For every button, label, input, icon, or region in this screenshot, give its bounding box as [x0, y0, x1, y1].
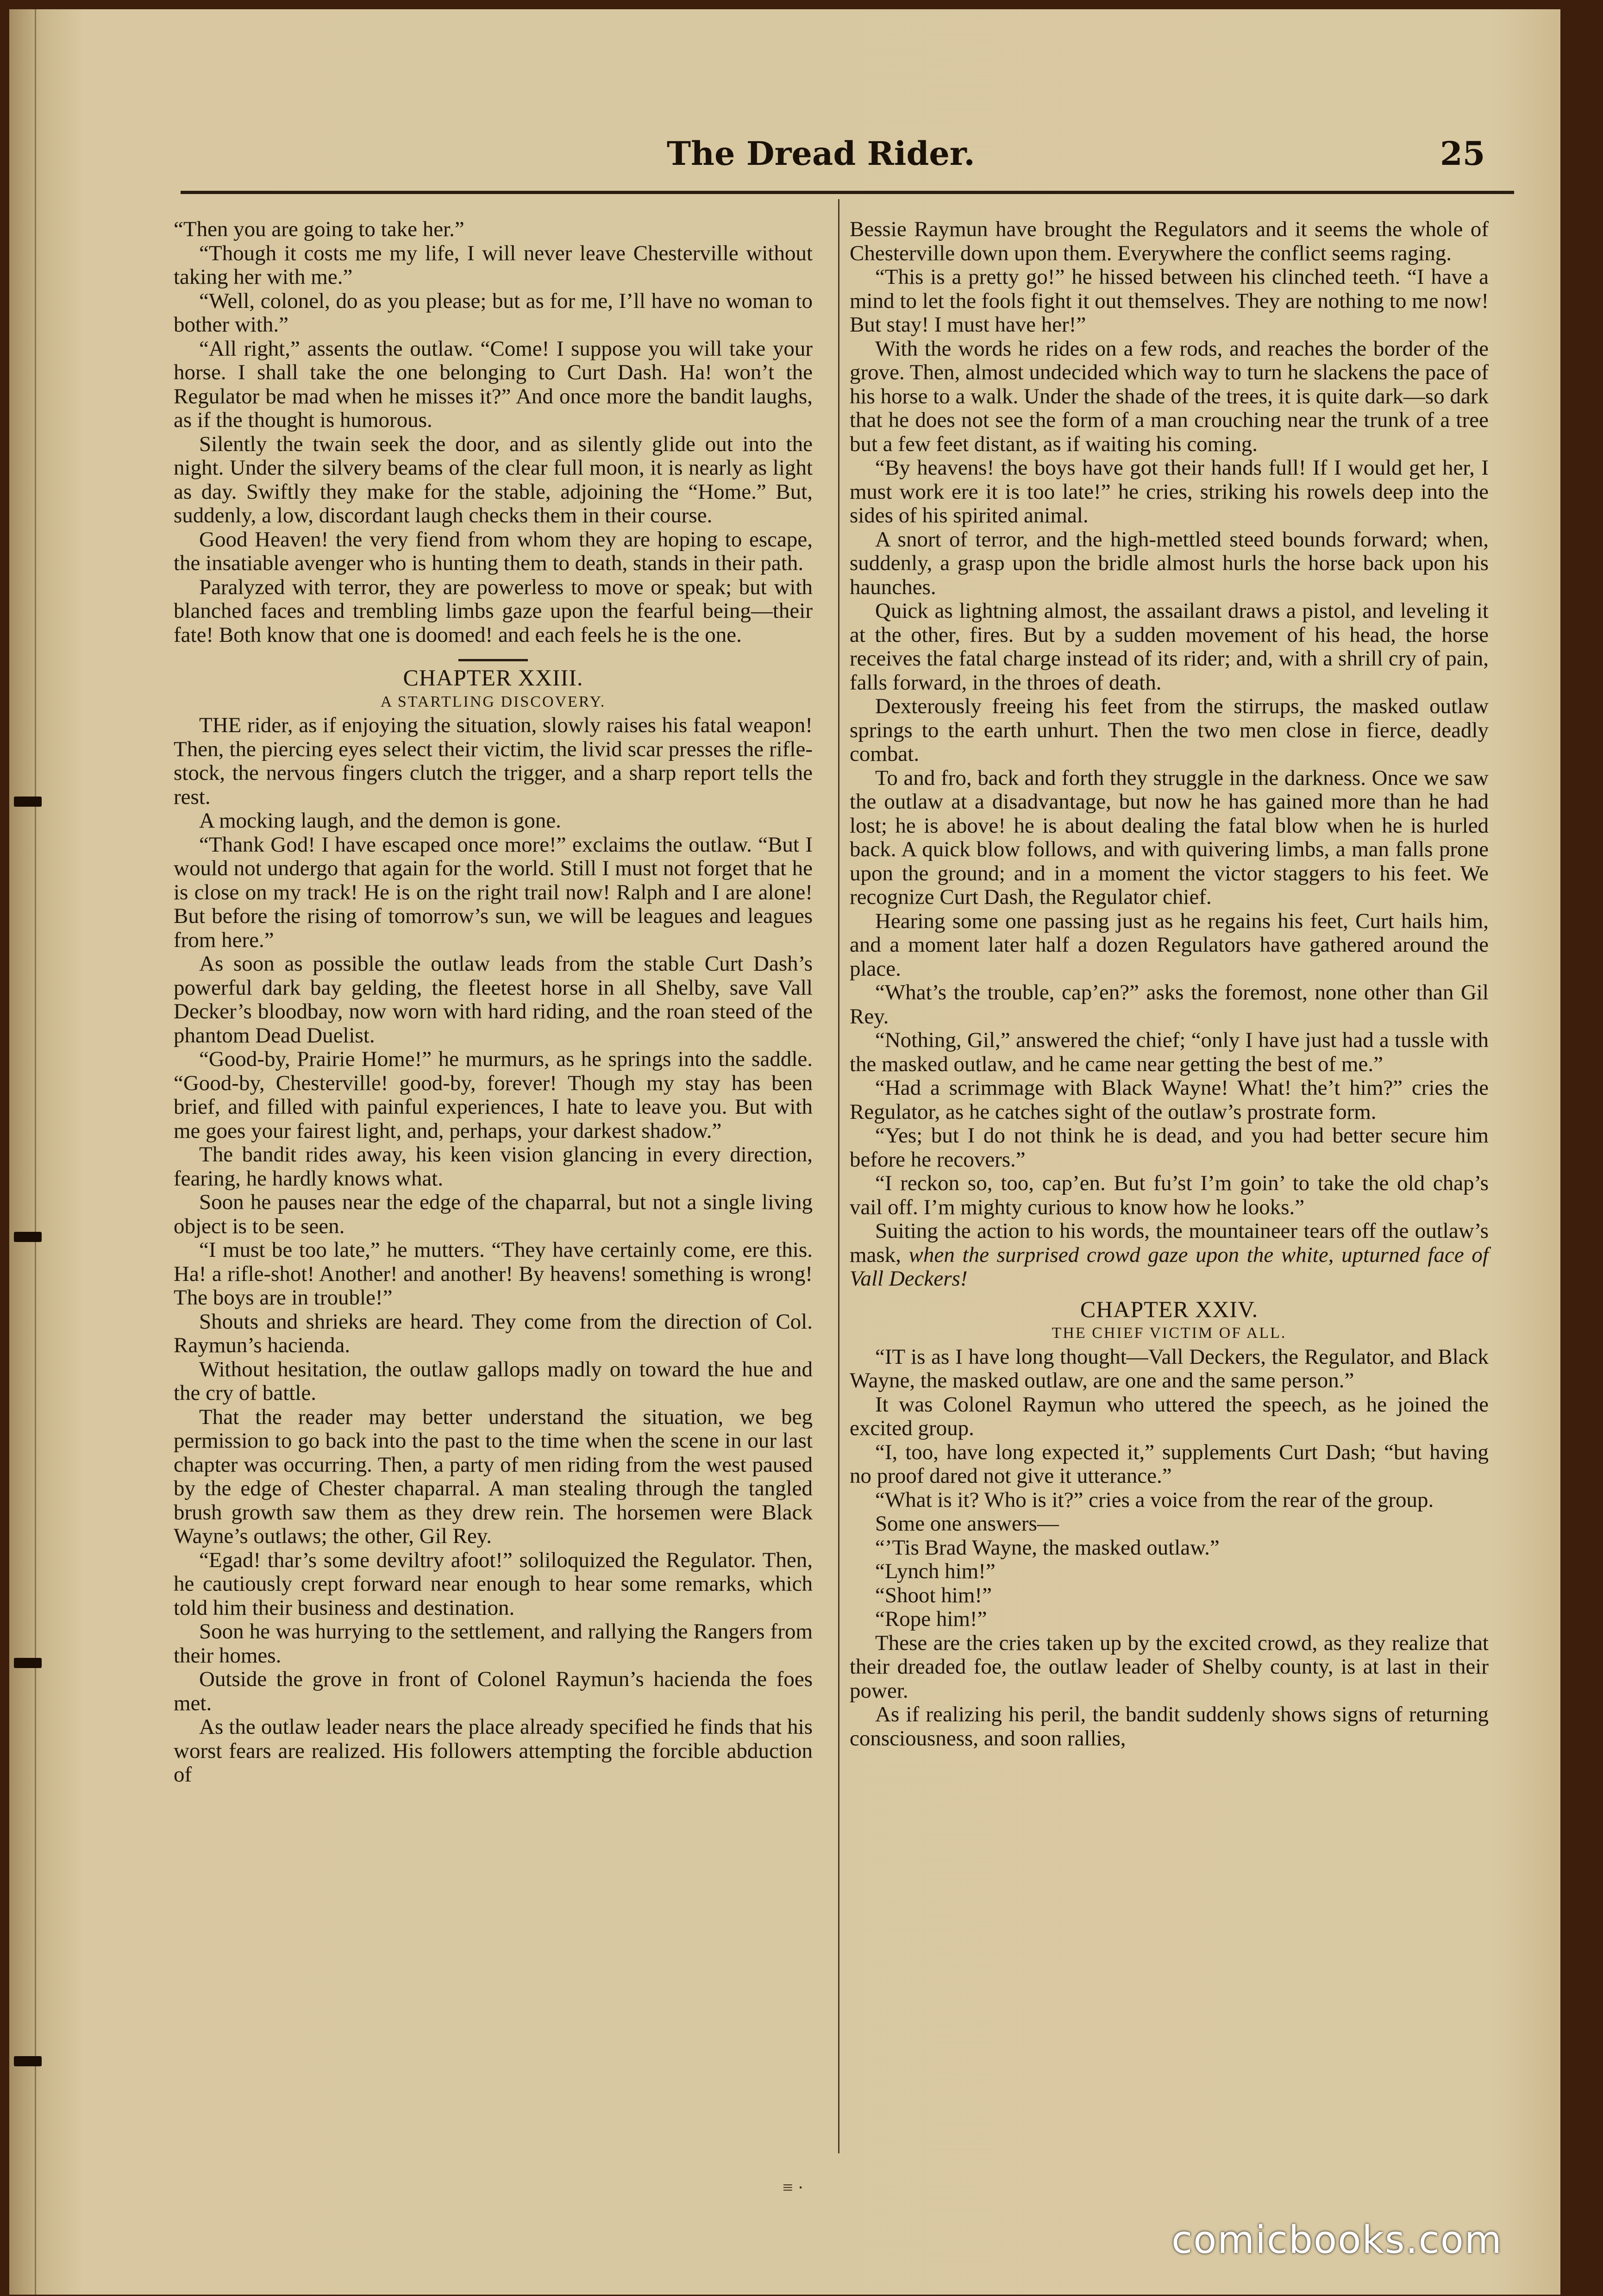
paragraph-text: Suiting the action to his words, the mountaineer tears off the outlaw’s mask,	[850, 1219, 1489, 1267]
paragraph: The bandit rides away, his keen vision glancing in every direction, fearing, he hardly knows what.	[174, 1142, 813, 1191]
left-column	[174, 218, 813, 1787]
paragraph: With the words he rides on a few rods, and reaches the border of the grove. Then, almost undecided which way to turn he slackens the pace of his horse to a walk. Under the shade of the trees, it is quite dark—so dark that he does not see the form of a man crouching near the trunk of a tree but a few feet distant, as if waiting his coming.	[850, 336, 1489, 456]
paragraph: That the reader may better understand the situation, we beg permission to go back into the past to the time when the scene in our last chapter was occurring. Then, a party of men riding from the west paused by the edge of Chester chaparral. A man stealing through the tangled brush growth saw them as they drew rein. The horsemen were Black Wayne’s outlaws; the other, Gil Rey.	[174, 1405, 813, 1548]
paragraph: “I must be too late,” he mutters. “They have certainly come, ere this. Ha! a rifle-shot! Another! and another! By heavens! something is wrong! The boys are in trouble!”	[174, 1238, 813, 1310]
paragraph: “Yes; but I do not think he is dead, and you had better secure him before he recovers.”	[850, 1123, 1489, 1172]
paragraph: Soon he was hurrying to the settlement, and rallying the Rangers from their homes.	[174, 1619, 813, 1668]
chapter-title: CHAPTER XXIV.	[1080, 1296, 1259, 1322]
paragraph: It was Colonel Raymun who uttered the speech, as he joined the excited group.	[850, 1392, 1489, 1440]
paragraph: “Then you are going to take her.”	[174, 217, 464, 241]
chapter-title: CHAPTER XXIII.	[403, 665, 583, 690]
printer-mark: ≡ ·	[783, 2177, 804, 2198]
binding-stitch	[14, 2056, 42, 2066]
right-column	[850, 218, 1489, 1750]
paragraph: Dexterously freeing his feet from the stirrups, the masked outlaw springs to the earth unhurt. Then the two men close in fierce, deadly combat.	[850, 694, 1489, 766]
page-number: 25	[1440, 134, 1485, 173]
paragraph: These are the cries taken up by the excited crowd, as they realize that their dreaded foe, the outlaw leader of Shelby county, is at last in their power.	[850, 1631, 1489, 1703]
paragraph: “Thank God! I have escaped once more!” exclaims the outlaw. “But I would not undergo that again for the world. Still I must not forget that he is close on my track! He is on the right trail now! Ralph and I are alone! But before the rising of tomorrow’s sun, we will be leagues and leagues from here.”	[174, 832, 813, 952]
paragraph: As the outlaw leader nears the place already specified he finds that his worst fears are realized. His followers attempting the forcible abduction of	[174, 1715, 813, 1787]
paragraph: Paralyzed with terror, they are powerless to move or speak; but with blanched faces and trembling limbs gaze upon the fearful being—their fate! Both know that one is doomed! and each feels he is the one.	[174, 575, 813, 647]
watermark-text: comicbooks.com	[1171, 2218, 1503, 2262]
header-rule	[181, 191, 1514, 194]
paragraph: “By heavens! the boys have got their hands full! If I would get her, I must work ere it is too late!” he cries, striking his rowels deep into the sides of his spirited animal.	[850, 456, 1489, 527]
binding-stitch	[14, 1658, 42, 1668]
binding-stitch	[14, 797, 42, 807]
book-page	[9, 9, 1560, 2295]
paragraph: “Nothing, Gil,” answered the chief; “only I have just had a tussle with the masked outlaw, and he came near getting the best of me.”	[850, 1028, 1489, 1076]
paragraph: Some one answers—	[875, 1512, 1059, 1536]
paragraph: “Well, colonel, do as you please; but as for me, I’ll have no woman to bother with.”	[174, 289, 813, 337]
paragraph: “What’s the trouble, cap’en?” asks the foremost, none other than Gil Rey.	[850, 980, 1489, 1029]
paragraph: “This is a pretty go!” he hissed between his clinched teeth. “I have a mind to let the fools fight it out themselves. They are nothing to me now! But stay! I must have her!”	[850, 265, 1489, 337]
paragraph: “’Tis Brad Wayne, the masked outlaw.”	[875, 1535, 1220, 1560]
italic-text: when the surprised crowd gaze upon the white, upturned face of Vall Deckers!	[850, 1242, 1489, 1291]
paragraph: “Good-by, Prairie Home!” he murmurs, as he springs into the saddle. “Good-by, Chesterville! good-by, forever! Though my stay has been brief, and filled with painful experiences, I hate to leave you. But with me goes your fairest light, and, perhaps, your darkest shadow.”	[174, 1047, 813, 1143]
paragraph: Silently the twain seek the door, and as silently glide out into the night. Under the silvery beams of the clear full moon, it is nearly as light as day. Swiftly they make for the stable, adjoining the “Home.” But, suddenly, a low, discordant laugh checks them in their course.	[174, 432, 813, 527]
paragraph: Hearing some one passing just as he regains his feet, Curt hails him, and a moment later half a dozen Regulators have gathered around the place.	[850, 909, 1489, 981]
paragraph: Soon he pauses near the edge of the chaparral, but not a single living object is to be seen.	[174, 1190, 813, 1238]
paragraph: To and fro, back and forth they struggle in the darkness. Once we saw the outlaw at a disadvantage, but now he has gained more than he had lost; he is above! he is about dealing the fatal blow when he is hurled back. A quick blow follows, and with quivering limbs, a man falls prone upon the ground; and in a moment the victor staggers to his feet. We recognize Curt Dash, the Regulator chief.	[850, 765, 1489, 909]
paragraph: “Had a scrimmage with Black Wayne! What! the’t him?” cries the Regulator, as he catches sight of the outlaw’s prostrate form.	[850, 1076, 1489, 1124]
chapter-subtitle: THE CHIEF VICTIM OF ALL.	[1052, 1324, 1287, 1342]
paragraph: “Egad! thar’s some deviltry afoot!” soliloquized the Regulator. Then, he cautiously crept forward near enough to hear some remarks, which told him their business and destination.	[174, 1548, 813, 1620]
paragraph: THE rider, as if enjoying the situation, slowly raises his fatal weapon! Then, the piercing eyes select their victim, the livid scar presses the rifle-stock, the nervous fingers clutch the trigger, and a sharp report tells the rest.	[174, 713, 813, 809]
paragraph: As soon as possible the outlaw leads from the stable Curt Dash’s powerful dark bay gelding, the fleetest horse in all Shelby, save Vall Decker’s bloodbay, now worn with hard riding, and the roan steed of the phantom Dead Duelist.	[174, 952, 813, 1048]
chapter-subtitle: A STARTLING DISCOVERY.	[380, 693, 606, 710]
paragraph: “Though it costs me my life, I will never leave Chesterville without taking her with me.”	[174, 241, 813, 289]
binding-stitch	[14, 1232, 42, 1242]
paragraph: A snort of terror, and the high-mettled steed bounds forward; when, suddenly, a grasp upon the bridle almost hurls the horse back upon his haunches.	[850, 527, 1489, 599]
paragraph: “Rope him!”	[875, 1607, 987, 1631]
column-divider	[838, 199, 839, 2153]
paragraph: Shouts and shrieks are heard. They come from the direction of Col. Raymun’s hacienda.	[174, 1309, 813, 1357]
paragraph	[850, 1219, 1489, 1291]
paragraph: A mocking laugh, and the demon is gone.	[199, 809, 561, 833]
paragraph: “IT is as I have long thought—Vall Deckers, the Regulator, and Black Wayne, the masked outlaw, are one and the same person.”	[850, 1344, 1489, 1393]
paragraph: Without hesitation, the outlaw gallops madly on toward the hue and the cry of battle.	[174, 1357, 813, 1405]
paragraph: Bessie Raymun have brought the Regulators and it seems the whole of Chesterville down upon them. Everywhere the conflict seems raging.	[850, 217, 1489, 265]
paragraph: “I reckon so, too, cap’en. But fu’st I’m goin’ to take the old chap’s vail off. I’m mighty curious to know how he looks.”	[850, 1171, 1489, 1219]
paragraph: As if realizing his peril, the bandit suddenly shows signs of returning consciousness, and soon rallies,	[850, 1702, 1489, 1750]
paragraph: “Shoot him!”	[875, 1583, 992, 1607]
section-rule	[458, 659, 528, 661]
running-header: The Dread Rider.	[667, 134, 975, 173]
paragraph: “I, too, have long expected it,” supplements Curt Dash; “but having no proof dared not give it utterance.”	[850, 1440, 1489, 1488]
gutter-line	[35, 9, 36, 2295]
paragraph: “What is it? Who is it?” cries a voice from the rear of the group.	[875, 1487, 1434, 1512]
paragraph: Good Heaven! the very fiend from whom they are hoping to escape, the insatiable avenger who is hunting them to death, stands in their path.	[174, 527, 813, 575]
paragraph: “Lynch him!”	[875, 1559, 996, 1583]
paragraph: Quick as lightning almost, the assailant draws a pistol, and leveling it at the other, fires. But by a sudden movement of his head, the horse receives the fatal charge instead of its rider; and, with a shrill cry of pain, falls forward, in the throes of death.	[850, 599, 1489, 695]
paragraph: “All right,” assents the outlaw. “Come! I suppose you will take your horse. I shall take the one belonging to Curt Dash. Ha! won’t the Regulator be mad when he misses it?” And once more the bandit laughs, as if the thought is humorous.	[174, 336, 813, 432]
paragraph: Outside the grove in front of Colonel Raymun’s hacienda the foes met.	[174, 1667, 813, 1715]
